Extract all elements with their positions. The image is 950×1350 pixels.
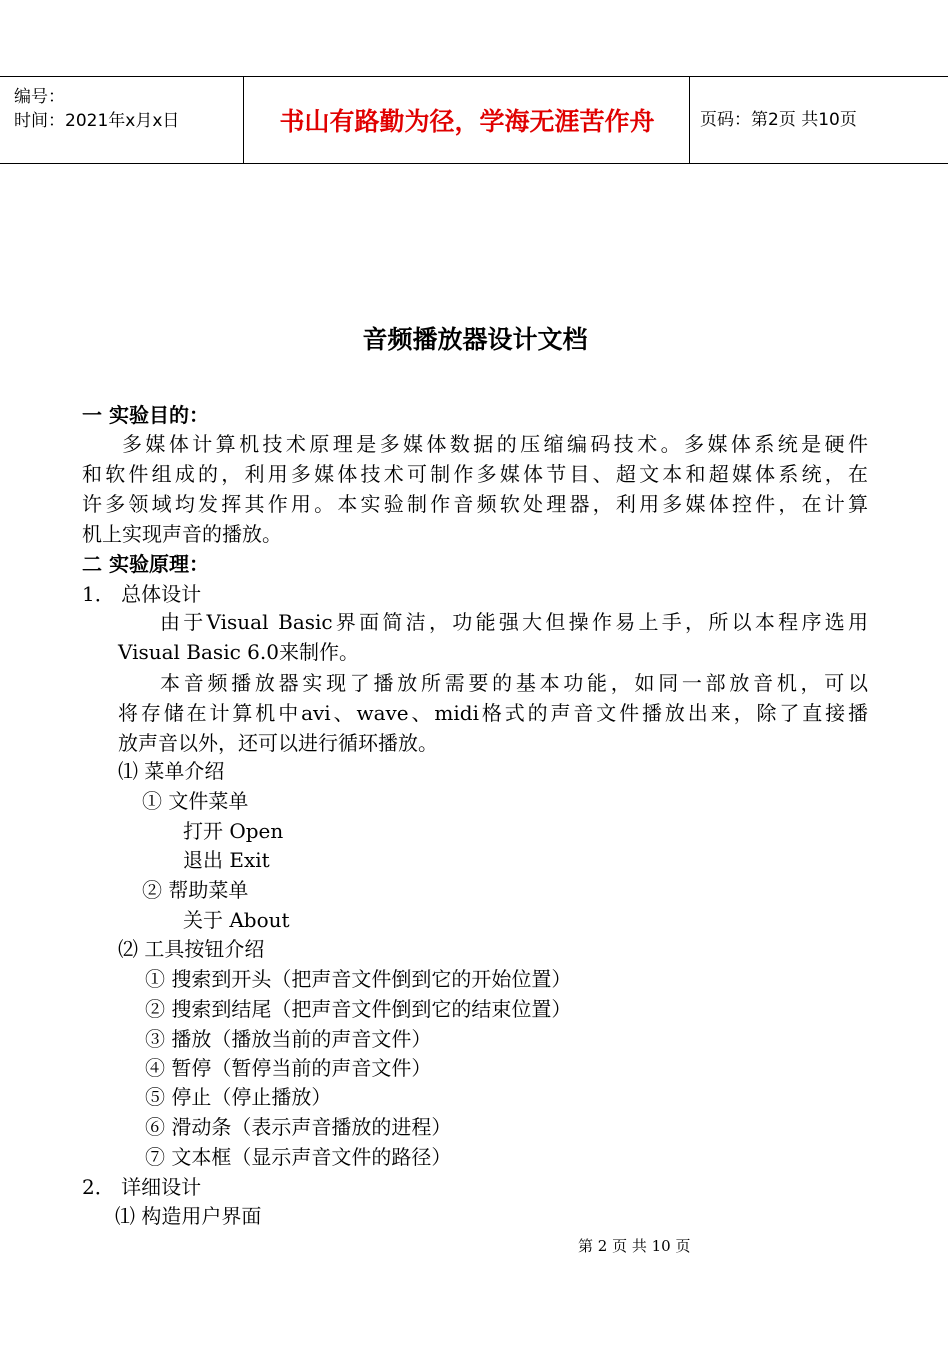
- time-label: 时间：2021年x月x日: [14, 111, 180, 131]
- subsection-heading: 2． 详细设计: [82, 1175, 202, 1199]
- list-item: ⑥ 滑动条（表示声音播放的进程）: [145, 1115, 452, 1139]
- paragraph-line: 将存储在计算机中avi、wave、midi格式的声音文件播放出来，除了直接播: [118, 701, 868, 725]
- page-footer: 第 2 页 共 10 页: [578, 1237, 691, 1255]
- list-item: 退出 Exit: [183, 848, 270, 872]
- header-table: [0, 76, 948, 164]
- paragraph-line: 由于Visual Basic界面简洁，功能强大但操作易上手，所以本程序选用: [160, 610, 868, 634]
- tools-heading: ⑵ 工具按钮介绍: [118, 937, 265, 961]
- list-item: ② 搜索到结尾（把声音文件倒到它的结束位置）: [145, 997, 572, 1021]
- list-item: ④ 暂停（暂停当前的声音文件）: [145, 1056, 432, 1080]
- paragraph-line: 机上实现声音的播放。: [82, 522, 282, 546]
- header-page-info: 页码：第2页 共10页: [700, 110, 857, 130]
- number-label: 编号：: [14, 87, 65, 107]
- list-item: ⑦ 文本框（显示声音文件的路径）: [145, 1145, 452, 1169]
- paragraph-line: 放声音以外，还可以进行循环播放。: [118, 731, 438, 755]
- paragraph-line: 本音频播放器实现了播放所需要的基本功能，如同一部放音机，可以: [160, 671, 868, 695]
- header-meta: [14, 85, 179, 133]
- list-item: ⑤ 停止（停止播放）: [145, 1085, 332, 1109]
- paragraph-line: 和软件组成的，利用多媒体技术可制作多媒体节目、超文本和超媒体系统，在: [82, 462, 868, 486]
- menu-heading: ⑴ 菜单介绍: [118, 759, 225, 783]
- header-motto: 书山有路勤为径，学海无涯苦作舟: [279, 107, 655, 136]
- paragraph-line: Visual Basic 6.0来制作。: [118, 640, 359, 664]
- paragraph-line: 多媒体计算机技术原理是多媒体数据的压缩编码技术。多媒体系统是硬件: [122, 432, 868, 456]
- document-title: 音频播放器设计文档: [362, 325, 588, 354]
- list-item: 打开 Open: [183, 819, 284, 843]
- section-heading: 一 实验目的：: [82, 403, 209, 427]
- list-item: ① 搜索到开头（把声音文件倒到它的开始位置）: [145, 967, 572, 991]
- sub-item: ⑴ 构造用户界面: [115, 1204, 262, 1228]
- list-item: ① 文件菜单: [142, 789, 249, 813]
- list-item: ② 帮助菜单: [142, 878, 249, 902]
- paragraph-line: 许多领域均发挥其作用。本实验制作音频软处理器，利用多媒体控件，在计算: [82, 492, 868, 516]
- list-item: 关于 About: [183, 908, 290, 932]
- list-item: ③ 播放（播放当前的声音文件）: [145, 1027, 432, 1051]
- section-heading: 二 实验原理：: [82, 552, 209, 576]
- subsection-heading: 1． 总体设计: [82, 582, 202, 606]
